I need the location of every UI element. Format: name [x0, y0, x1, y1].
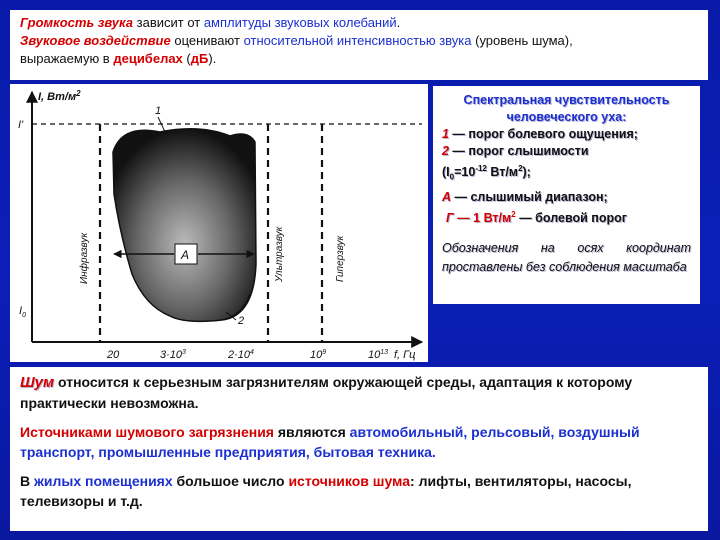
legend-num: 2 — [442, 144, 449, 158]
label-infrasound: Инфразвук — [79, 232, 90, 284]
link-decibels: децибелах — [113, 51, 183, 66]
audible-range-region — [113, 129, 256, 322]
legend-text: — болевой порог — [515, 210, 627, 225]
unit-db: дБ — [190, 51, 209, 66]
curve-label-2: 2 — [238, 315, 245, 327]
legend-num: 1 — [442, 127, 449, 141]
intro-panel — [10, 10, 708, 80]
intro-text: зависит от — [133, 15, 204, 30]
hearing-diagram-panel — [10, 84, 428, 362]
link-relative-intensity: относительной интенсивностью звука — [243, 33, 472, 48]
term-sound-impact: Звуковое воздействие — [20, 33, 171, 48]
intro-line-2 — [20, 32, 698, 50]
legend-value: 1 Вт/м — [473, 210, 512, 225]
term-noise: Шум — [20, 374, 55, 391]
y-tick-top: I' — [18, 119, 24, 131]
legend-title-1: Спектральная чувствительность — [463, 93, 670, 107]
intro-line-3 — [20, 50, 698, 68]
x-tick-1e13: $10^{13}$ — [368, 349, 389, 361]
legend-letter: Г — [446, 210, 454, 225]
intro-text: ). — [208, 51, 217, 66]
legend-letter: А — [442, 189, 452, 204]
noise-paragraph-1 — [20, 372, 698, 413]
legend-text: — слышимый диапазон; — [451, 189, 608, 204]
paragraph-text: : лифты, вентиляторы, насосы, телевизоры и т.д. — [20, 473, 632, 509]
y-tick-bottom: $I_0$ — [19, 305, 26, 319]
label-ultrasound: Ультразвук — [274, 226, 285, 282]
label-hypersound: Гиперзвук — [335, 235, 346, 282]
range-a-label: A — [181, 248, 190, 262]
paragraph-text: большое число — [172, 473, 289, 489]
intro-text: . — [396, 15, 401, 30]
noise-sources-list: автомобильный, рельсовый, воздушный транспорт, промышленные предприятия, бытовая техника. — [20, 424, 640, 460]
term-living-spaces: жилых помещениях — [34, 473, 173, 489]
paragraph-text: В — [20, 473, 34, 489]
legend-sup: 2 — [511, 209, 516, 219]
x-tick-3e3: $3\cdot 10^3$ — [160, 349, 186, 361]
term-noise-sources-2: источников шума — [288, 473, 411, 489]
y-axis-label: I, $Вт/м^2$ — [38, 89, 81, 103]
x-tick-20: 20 — [107, 349, 120, 361]
legend-title-2: человеческого уха: — [506, 110, 627, 124]
legend-item-a — [442, 189, 691, 206]
legend-text: — порог слышимости — [448, 144, 589, 158]
noise-info-panel — [10, 367, 708, 531]
intro-text: оценивают — [170, 33, 244, 48]
noise-paragraph-2 — [20, 422, 698, 462]
legend-item-2 — [442, 143, 691, 160]
paragraph-text: относится к серьезным загрязнителям окружающей среды, адаптация к которому практически невозможна. — [20, 374, 633, 411]
intro-text: выражаемую в — [20, 51, 114, 66]
x-tick-2e4: $2\cdot 10^4$ — [228, 349, 254, 361]
legend-item-1 — [442, 126, 691, 143]
link-amplitude: амплитуды звуковых колебаний — [203, 15, 397, 30]
term-noise-sources: Источниками шумового загрязнения — [20, 424, 274, 440]
legend-panel — [433, 86, 700, 304]
legend-item-2-value: ($I_0=10^{-12}$ $Вт/м^2$); — [442, 164, 531, 182]
legend-item-g — [442, 206, 691, 227]
x-tick-1e9: $10^9$ — [310, 349, 327, 361]
x-axis-label: f, Гц — [394, 349, 416, 361]
noise-paragraph-3 — [20, 471, 698, 511]
paragraph-text: являются — [273, 424, 350, 440]
legend-dash: — — [453, 210, 474, 225]
intro-line-1 — [20, 14, 698, 32]
intro-text: ( — [182, 51, 191, 66]
legend-text: — порог болевого ощущения; — [448, 127, 638, 141]
legend-note: Обозначения на осях координат проставлены без соблюдения масштаба — [442, 240, 691, 274]
intro-text: (уровень шума), — [471, 33, 573, 48]
curve-label-1: 1 — [155, 105, 162, 117]
hearing-range-diagram — [10, 84, 428, 362]
term-loudness: Громкость звука — [20, 15, 134, 30]
